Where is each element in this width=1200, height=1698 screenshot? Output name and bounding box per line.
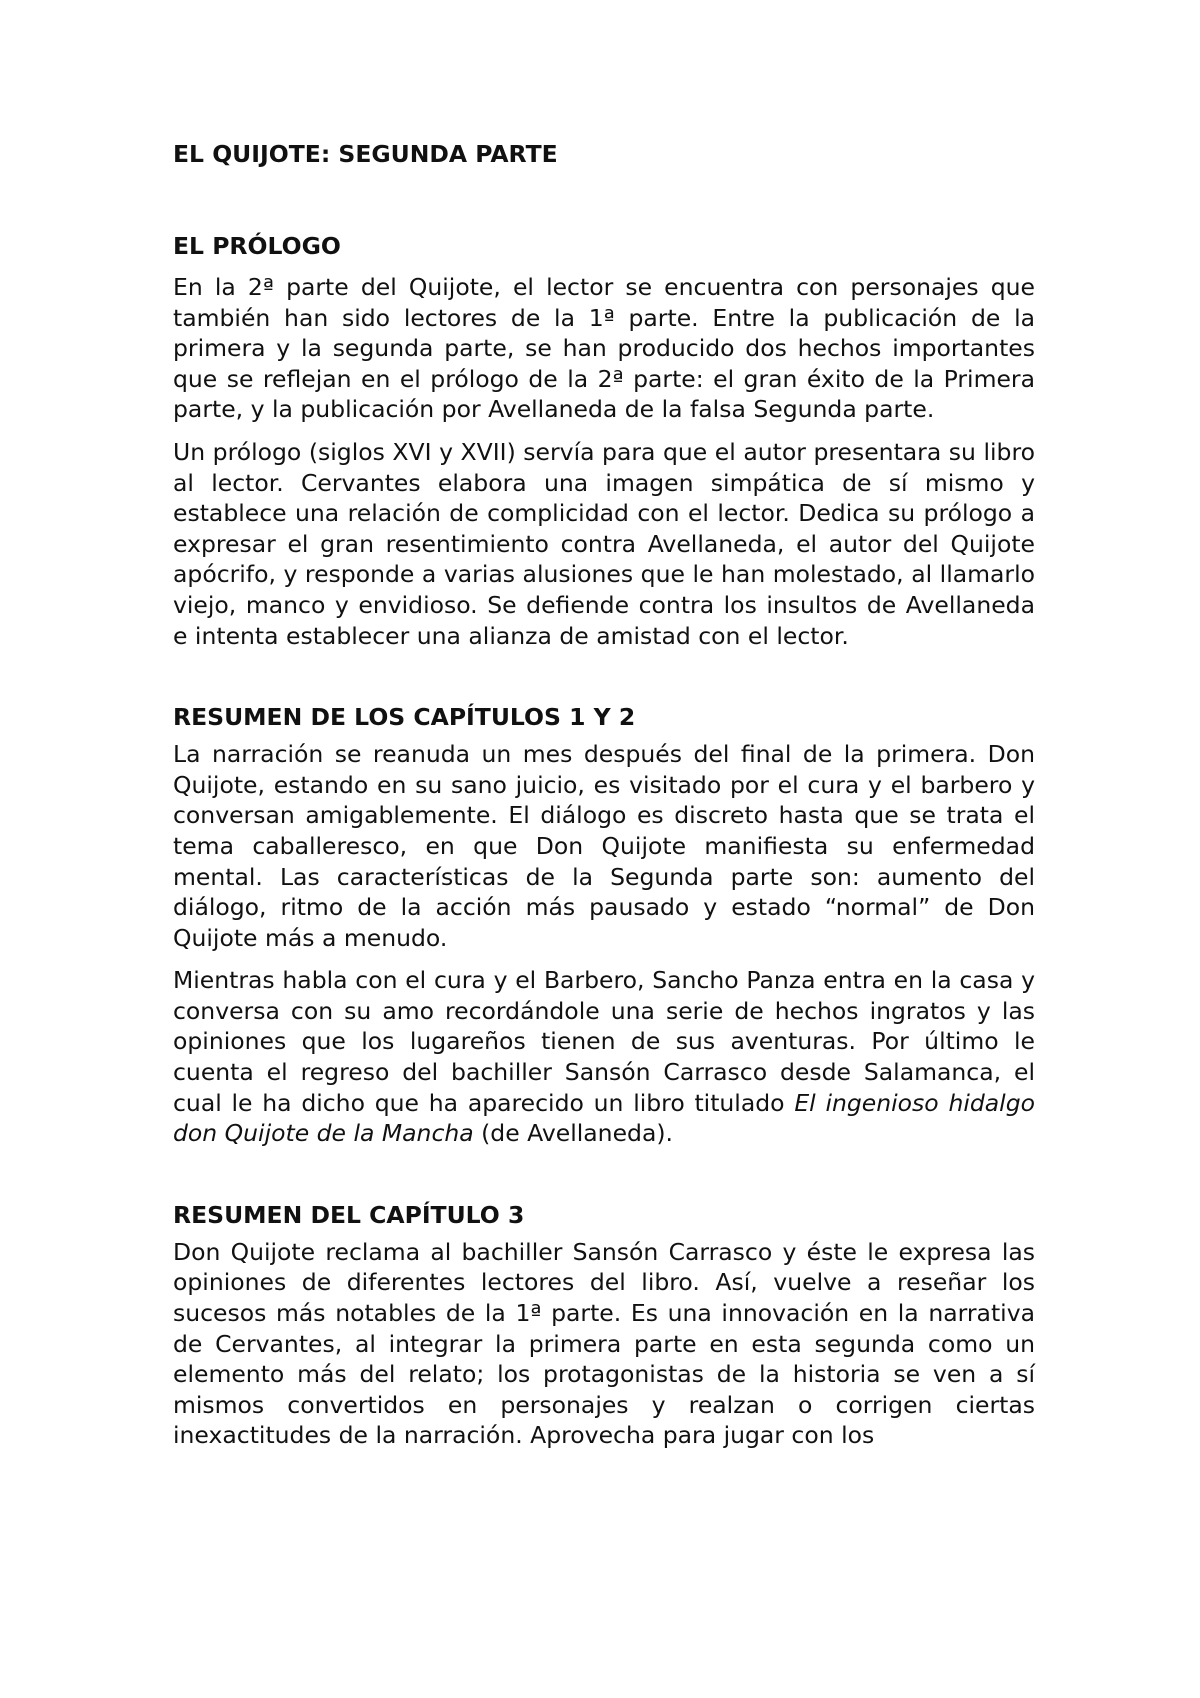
paragraph-prologo-1: En la 2ª parte del Quijote, el lector se encuentra con personajes que también han sido lectores de la 1ª parte. Entre la publicación de la primera y la segunda parte, se han producido dos hechos importantes que se reflejan en el prólogo de la 2ª parte: el gran éxito de la Primera parte, y la publicación por Avellaneda de la falsa Segunda parte. bbox=[173, 273, 1035, 424]
document-title: EL QUIJOTE: SEGUNDA PARTE bbox=[173, 140, 558, 168]
section-heading-capitulos-1-2: RESUMEN DE LOS CAPÍTULOS 1 Y 2 bbox=[173, 703, 636, 732]
paragraph-capitulo-3: Don Quijote reclama al bachiller Sansón Carrasco y éste le expresa las opiniones de diferentes lectores del libro. Así, vuelve a reseñar los sucesos más notables de la 1ª parte. Es una innovación en la narrativa de Cervantes, al integrar la primera parte en esta segunda como un elemento más del relato; los protagonistas de la historia se ven a sí mismos convertidos en personajes y realzan o corrigen ciertas inexactitudes de la narración. Aprovecha para jugar con los bbox=[173, 1237, 1035, 1450]
paragraph-capitulos-1-2-b bbox=[173, 965, 1035, 1149]
document-page bbox=[173, 139, 1035, 1451]
paragraph-capitulos-1-2-a: La narración se reanuda un mes después del final de la primera. Don Quijote, estando en su sano juicio, es visitado por el cura y el barbero y conversan amigablemente. El diálogo es discreto hasta que se trata el tema caballeresco, en que Don Quijote manifiesta su enfermedad mental. Las características de la Segunda parte son: aumento del diálogo, ritmo de la acción más pausado y estado “normal” de Don Quijote más a menudo. bbox=[173, 740, 1035, 952]
section-heading-prologo: EL PRÓLOGO bbox=[173, 232, 341, 260]
paragraph-text-before-title: Mientras habla con el cura y el Barbero, Sancho Panza entra en la casa y conversa con su amo recordándole una serie de hechos ingratos y las opiniones que los lugareños tienen de sus aventuras. Por último le cuenta el regreso del bachiller Sansón Carrasco desde Salamanca, el cual le ha dicho que ha aparecido un libro titulado bbox=[173, 966, 1035, 1117]
paragraph-prologo-2: Un prólogo (siglos XVI y XVII) servía para que el autor presentara su libro al lector. Cervantes elabora una imagen simpática de sí mismo y establece una relación de complicidad con el lector. Dedica su prólogo a expresar el gran resentimiento contra Avellaneda, el autor del Quijote apócrifo, y responde a varias alusiones que le han molestado, al llamarlo viejo, manco y envidioso. Se defiende contra los insultos de Avellaneda e intenta establecer una alianza de amistad con el lector. bbox=[173, 437, 1035, 650]
book-title-italic: El ingenioso hidalgo don Quijote de la Mancha bbox=[173, 1088, 1036, 1148]
section-heading-capitulo-3: RESUMEN DEL CAPÍTULO 3 bbox=[173, 1200, 525, 1229]
paragraph-text-after-title: (de Avellaneda). bbox=[473, 1119, 673, 1148]
